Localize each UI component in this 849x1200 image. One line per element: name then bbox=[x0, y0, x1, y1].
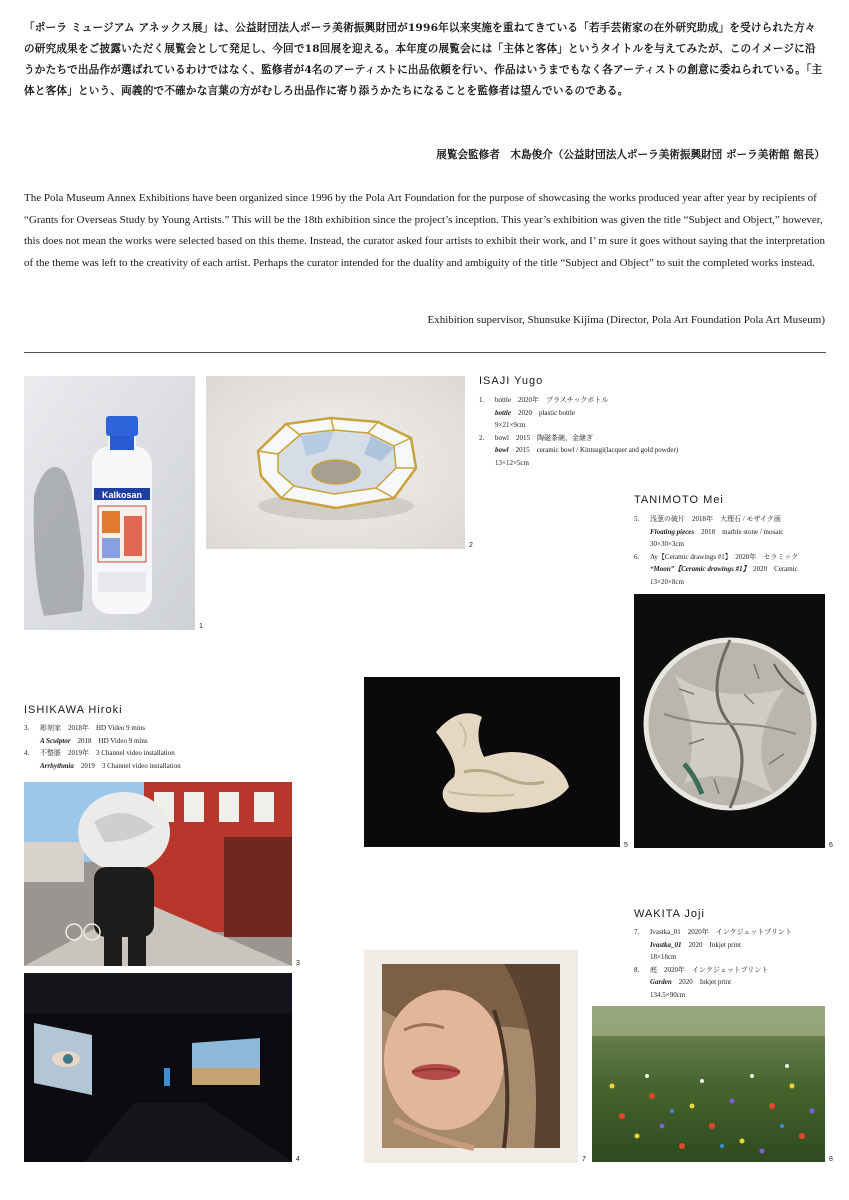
work-item: 7. Ivastka_01 2020年 インクジェットプリント Ivastka_01 2020 Inkjet print 18×18cm bbox=[634, 928, 792, 961]
photo-3-street-sculptor bbox=[24, 782, 292, 966]
photo-5-ceramic-form bbox=[364, 677, 620, 847]
photo-number-1: 1 bbox=[199, 623, 203, 630]
intro-japanese: 「ポーラ ミュージアム アネックス展」は、公益財団法人ポーラ美術振興財団が1996年以来実施を重ねてきている「若手芸術家の在外研究助成」を受けられた方々の研究成果をご披露いただく展覧会として発足し、今回で18回展を迎える。本年度の展覧会には「主体と客体」というタイトルを与えてみたが、このイメージに沿うかたちで出品作が選ばれているわけではなく、監修者が4名のアーティストに出品依頼を行い、作品はいうまでもなく各アーティストの創意に委ねられている。「主体と客体」という、両義的で不確かな言葉の方がむしろ出品作に寄り添うかたちになることを監修者は望んでいるのである。 bbox=[24, 22, 823, 97]
photo-number-2: 2 bbox=[469, 542, 473, 549]
works-list-wakita bbox=[634, 926, 792, 1001]
work-item: 1. bottle 2020年 プラスチックボトル bottle 2020 plastic bottle 9×21×9cm bbox=[479, 396, 609, 429]
supervisor-signature-japanese: 展覧会監修者 木島俊介（公益財団法人ポーラ美術振興財団 ポーラ美術館 館長） bbox=[436, 149, 825, 161]
section-divider bbox=[24, 352, 826, 353]
artist-name-tanimoto: TANIMOTO Mei bbox=[634, 494, 724, 506]
artist-name-isaji: ISAJI Yugo bbox=[479, 375, 544, 387]
works-list-isaji bbox=[479, 394, 678, 469]
artist-name-wakita: WAKITA Joji bbox=[634, 908, 705, 920]
work-item: 6. Ay【Ceramic drawings #1】 2020年 セラミック “Moon”【Ceramic drawings #1】 2020 Ceramic 13×20×8cm bbox=[634, 552, 799, 586]
work-item: 2. bowl 2015 陶磁茶碗、金継ぎ bowl 2015 ceramic bowl / Kintsugi(lacquer and gold powder) 13×12×5cm bbox=[479, 433, 679, 467]
supervisor-signature-english: Exhibition supervisor, Shunsuke Kijima (Director, Pola Art Foundation Pola Art Museum) bbox=[427, 314, 825, 326]
photo-number-7: 7 bbox=[582, 1156, 586, 1163]
work-item: 4. 不整脈 2019年 3 Channel video installation Arrhythmia 2019 3 Channel video installation bbox=[24, 749, 181, 770]
photo-number-4: 4 bbox=[296, 1156, 300, 1163]
photo-number-6: 6 bbox=[829, 842, 833, 849]
work-item: 5. 浅葱の破片 2018年 大理石 / モザイク画 Floating pieces 2018 marble stone / mosaic 30×30×3cm bbox=[634, 515, 784, 548]
photo-number-3: 3 bbox=[296, 960, 300, 967]
photo-7-portrait bbox=[364, 950, 578, 1163]
works-list-tanimoto bbox=[634, 513, 798, 588]
work-item: 8. 庭 2020年 インクジェットプリント Garden 2020 Inkjet print 134.5×90cm bbox=[634, 965, 769, 999]
photo-number-5: 5 bbox=[624, 842, 628, 849]
artist-name-ishikawa: ISHIKAWA Hiroki bbox=[24, 704, 123, 716]
photo-6-mosaic-disc bbox=[634, 594, 825, 848]
work-item: 3. 彫刻家 2018年 HD Video 9 mins A Sculptor 2018 HD Video 9 mins bbox=[24, 724, 148, 745]
photo-4-video-installation bbox=[24, 973, 292, 1162]
bottle-label-text: Kalkosan bbox=[101, 490, 143, 500]
intro-english: The Pola Museum Annex Exhibitions have been organized since 1996 by the Pola Art Foundation for the purpose of showcasing the works produced year after year by recipients of “Grants for Overseas Study by Young Artists.” This will be the 18th exhibition since the project’s inception. This year’s exhibition was given the title “Subject and Object,” however, this does not mean the works were selected based on this theme. Instead, the curator asked four artists to exhibit their work, and I’ m sure it goes without saying that the interpretation of the theme was left to the creativity of each artist. Perhaps the curator intended for the duality and ambiguity of the title “Subject and Object” to suit the completed works instead. bbox=[24, 192, 826, 269]
photo-number-8: 8 bbox=[829, 1156, 833, 1163]
works-list-ishikawa bbox=[24, 722, 181, 772]
photo-8-garden bbox=[592, 1006, 825, 1162]
photo-2-kintsugi-bowl bbox=[206, 376, 465, 549]
photo-1-bottle bbox=[24, 376, 195, 630]
